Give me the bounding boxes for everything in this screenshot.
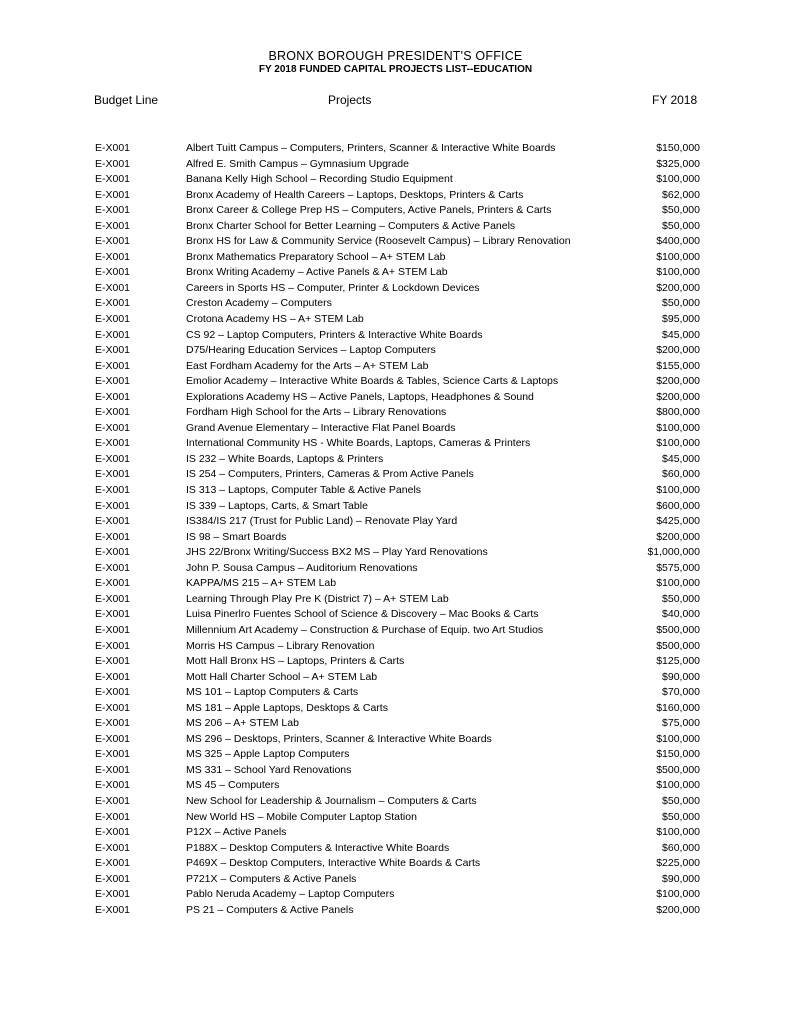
budget-line-cell: E-X001 xyxy=(95,888,131,901)
budget-line-cell: E-X001 xyxy=(95,826,131,839)
amount-cell: $100,000 xyxy=(656,732,700,745)
amount-cell: $575,000 xyxy=(656,561,700,574)
table-row xyxy=(0,421,791,437)
table-row xyxy=(0,343,791,359)
project-cell: KAPPA/MS 215 – A+ STEM Lab xyxy=(186,577,337,590)
amount-cell: $45,000 xyxy=(662,452,700,465)
table-row xyxy=(0,623,791,639)
projects-table xyxy=(0,141,791,918)
table-row xyxy=(0,514,791,530)
amount-cell: $500,000 xyxy=(656,623,700,636)
amount-cell: $200,000 xyxy=(656,344,700,357)
budget-line-cell: E-X001 xyxy=(95,437,131,450)
budget-line-cell: E-X001 xyxy=(95,794,131,807)
project-cell: Learning Through Play Pre K (District 7) – A+ STEM Lab xyxy=(186,592,449,605)
budget-line-cell: E-X001 xyxy=(95,406,131,419)
budget-line-cell: E-X001 xyxy=(95,157,131,170)
budget-line-cell: E-X001 xyxy=(95,235,131,248)
budget-line-cell: E-X001 xyxy=(95,732,131,745)
amount-cell: $150,000 xyxy=(656,748,700,761)
budget-line-cell: E-X001 xyxy=(95,763,131,776)
project-cell: MS 325 – Apple Laptop Computers xyxy=(186,748,350,761)
project-cell: Bronx Writing Academy – Active Panels & A+ STEM Lab xyxy=(186,266,448,279)
amount-cell: $160,000 xyxy=(656,701,700,714)
budget-line-cell: E-X001 xyxy=(95,530,131,543)
table-row xyxy=(0,467,791,483)
amount-cell: $100,000 xyxy=(656,779,700,792)
amount-cell: $100,000 xyxy=(656,421,700,434)
table-row xyxy=(0,810,791,826)
amount-cell: $200,000 xyxy=(656,390,700,403)
amount-cell: $200,000 xyxy=(656,375,700,388)
project-cell: Mott Hall Bronx HS – Laptops, Printers & Carts xyxy=(186,655,405,668)
budget-line-cell: E-X001 xyxy=(95,173,131,186)
project-cell: IS 313 – Laptops, Computer Table & Active Panels xyxy=(186,484,422,497)
amount-cell: $50,000 xyxy=(662,810,700,823)
amount-cell: $225,000 xyxy=(656,857,700,870)
budget-line-cell: E-X001 xyxy=(95,328,131,341)
amount-cell: $100,000 xyxy=(656,577,700,590)
table-row xyxy=(0,887,791,903)
project-cell: IS 232 – White Boards, Laptops & Printers xyxy=(186,452,384,465)
project-cell: MS 296 – Desktops, Printers, Scanner & Interactive White Boards xyxy=(186,732,492,745)
amount-cell: $45,000 xyxy=(662,328,700,341)
table-row xyxy=(0,685,791,701)
project-cell: D75/Hearing Education Services – Laptop Computers xyxy=(186,344,436,357)
table-row xyxy=(0,716,791,732)
table-row xyxy=(0,639,791,655)
amount-cell: $125,000 xyxy=(656,655,700,668)
amount-cell: $100,000 xyxy=(656,173,700,186)
table-row xyxy=(0,856,791,872)
budget-line-cell: E-X001 xyxy=(95,903,131,916)
project-cell: P721X – Computers & Active Panels xyxy=(186,872,357,885)
amount-cell: $150,000 xyxy=(656,142,700,154)
project-cell: P469X – Desktop Computers, Interactive White Boards & Carts xyxy=(186,857,481,870)
table-row xyxy=(0,654,791,670)
amount-cell: $200,000 xyxy=(656,903,700,916)
project-cell: New World HS – Mobile Computer Laptop Station xyxy=(186,810,417,823)
project-cell: Bronx Charter School for Better Learning – Computers & Active Panels xyxy=(186,219,516,232)
amount-cell: $100,000 xyxy=(656,266,700,279)
amount-cell: $800,000 xyxy=(656,406,700,419)
amount-cell: $100,000 xyxy=(656,250,700,263)
project-cell: MS 101 – Laptop Computers & Carts xyxy=(186,686,359,699)
amount-cell: $60,000 xyxy=(662,841,700,854)
amount-cell: $50,000 xyxy=(662,592,700,605)
budget-line-cell: E-X001 xyxy=(95,841,131,854)
amount-cell: $50,000 xyxy=(662,297,700,310)
table-row xyxy=(0,452,791,468)
table-row xyxy=(0,576,791,592)
project-cell: Bronx Career & College Prep HS – Computers, Active Panels, Printers & Carts xyxy=(186,204,552,217)
table-row xyxy=(0,747,791,763)
budget-line-cell: E-X001 xyxy=(95,577,131,590)
project-cell: Bronx HS for Law & Community Service (Roosevelt Campus) – Library Renovation xyxy=(186,235,571,248)
table-row xyxy=(0,436,791,452)
budget-line-cell: E-X001 xyxy=(95,592,131,605)
budget-line-cell: E-X001 xyxy=(95,390,131,403)
budget-line-cell: E-X001 xyxy=(95,142,131,154)
budget-line-cell: E-X001 xyxy=(95,297,131,310)
amount-cell: $100,000 xyxy=(656,484,700,497)
amount-cell: $200,000 xyxy=(656,530,700,543)
amount-cell: $95,000 xyxy=(662,313,700,326)
budget-line-cell: E-X001 xyxy=(95,717,131,730)
amount-cell: $155,000 xyxy=(656,359,700,372)
budget-line-cell: E-X001 xyxy=(95,686,131,699)
budget-line-cell: E-X001 xyxy=(95,623,131,636)
budget-line-cell: E-X001 xyxy=(95,281,131,294)
amount-cell: $600,000 xyxy=(656,499,700,512)
table-row xyxy=(0,592,791,608)
budget-line-cell: E-X001 xyxy=(95,452,131,465)
budget-line-cell: E-X001 xyxy=(95,421,131,434)
column-header-budget-line: Budget Line xyxy=(94,93,159,107)
amount-cell: $40,000 xyxy=(662,608,700,621)
budget-line-cell: E-X001 xyxy=(95,639,131,652)
budget-line-cell: E-X001 xyxy=(95,515,131,528)
project-cell: IS 254 – Computers, Printers, Cameras & Prom Active Panels xyxy=(186,468,474,481)
table-row xyxy=(0,296,791,312)
project-cell: Luisa Pinerlro Fuentes School of Science & Discovery – Mac Books & Carts xyxy=(186,608,539,621)
amount-cell: $100,000 xyxy=(656,888,700,901)
amount-cell: $90,000 xyxy=(662,872,700,885)
budget-line-cell: E-X001 xyxy=(95,499,131,512)
project-cell: P188X – Desktop Computers & Interactive White Boards xyxy=(186,841,450,854)
budget-line-cell: E-X001 xyxy=(95,546,131,559)
table-row xyxy=(0,312,791,328)
project-cell: Millennium Art Academy – Construction & Purchase of Equip. two Art Studios xyxy=(186,623,544,636)
table-row xyxy=(0,530,791,546)
amount-cell: $500,000 xyxy=(656,763,700,776)
table-row xyxy=(0,157,791,173)
budget-line-cell: E-X001 xyxy=(95,250,131,263)
table-row xyxy=(0,328,791,344)
project-cell: Bronx Academy of Health Careers – Laptops, Desktops, Printers & Carts xyxy=(186,188,524,201)
budget-line-cell: E-X001 xyxy=(95,375,131,388)
table-row xyxy=(0,841,791,857)
project-cell: MS 206 – A+ STEM Lab xyxy=(186,717,299,730)
table-row xyxy=(0,359,791,375)
project-cell: International Community HS - White Boards, Laptops, Cameras & Printers xyxy=(186,437,531,450)
amount-cell: $400,000 xyxy=(656,235,700,248)
amount-cell: $70,000 xyxy=(662,686,700,699)
project-cell: IS 339 – Laptops, Carts, & Smart Table xyxy=(186,499,368,512)
column-header-fy-2018: FY 2018 xyxy=(652,93,698,107)
table-row xyxy=(0,374,791,390)
table-row xyxy=(0,670,791,686)
amount-cell: $500,000 xyxy=(656,639,700,652)
table-row xyxy=(0,778,791,794)
amount-cell: $325,000 xyxy=(656,157,700,170)
project-cell: East Fordham Academy for the Arts – A+ STEM Lab xyxy=(186,359,429,372)
budget-line-cell: E-X001 xyxy=(95,266,131,279)
table-row xyxy=(0,219,791,235)
table-row xyxy=(0,141,791,157)
document-title: BRONX BOROUGH PRESIDENT'S OFFICE xyxy=(268,49,523,63)
budget-line-cell: E-X001 xyxy=(95,608,131,621)
table-row xyxy=(0,825,791,841)
budget-line-cell: E-X001 xyxy=(95,670,131,683)
budget-line-cell: E-X001 xyxy=(95,779,131,792)
table-row xyxy=(0,545,791,561)
table-row xyxy=(0,483,791,499)
document-subtitle: FY 2018 FUNDED CAPITAL PROJECTS LIST--EDUCATION xyxy=(258,64,533,75)
table-row xyxy=(0,872,791,888)
budget-line-cell: E-X001 xyxy=(95,219,131,232)
table-row xyxy=(0,903,791,919)
amount-cell: $1,000,000 xyxy=(647,546,700,559)
table-row xyxy=(0,561,791,577)
project-cell: Banana Kelly High School – Recording Studio Equipment xyxy=(186,173,453,186)
project-cell: P12X – Active Panels xyxy=(186,826,287,839)
project-cell: Fordham High School for the Arts – Library Renovations xyxy=(186,406,447,419)
budget-line-cell: E-X001 xyxy=(95,810,131,823)
table-row xyxy=(0,390,791,406)
project-cell: Alfred E. Smith Campus – Gymnasium Upgrade xyxy=(186,157,409,170)
amount-cell: $50,000 xyxy=(662,794,700,807)
project-cell: PS 21 – Computers & Active Panels xyxy=(186,903,354,916)
project-cell: Bronx Mathematics Preparatory School – A+ STEM Lab xyxy=(186,250,446,263)
table-row xyxy=(0,265,791,281)
budget-line-cell: E-X001 xyxy=(95,313,131,326)
budget-line-cell: E-X001 xyxy=(95,204,131,217)
budget-line-cell: E-X001 xyxy=(95,748,131,761)
amount-cell: $50,000 xyxy=(662,219,700,232)
table-row xyxy=(0,763,791,779)
project-cell: Explorations Academy HS – Active Panels, Laptops, Headphones & Sound xyxy=(186,390,534,403)
budget-line-cell: E-X001 xyxy=(95,484,131,497)
project-cell: IS 98 – Smart Boards xyxy=(186,530,287,543)
budget-line-cell: E-X001 xyxy=(95,468,131,481)
budget-line-cell: E-X001 xyxy=(95,344,131,357)
table-row xyxy=(0,732,791,748)
budget-line-cell: E-X001 xyxy=(95,561,131,574)
budget-line-cell: E-X001 xyxy=(95,701,131,714)
project-cell: Morris HS Campus – Library Renovation xyxy=(186,639,375,652)
amount-cell: $100,000 xyxy=(656,826,700,839)
amount-cell: $50,000 xyxy=(662,204,700,217)
project-cell: MS 181 – Apple Laptops, Desktops & Carts xyxy=(186,701,388,714)
table-row xyxy=(0,281,791,297)
table-row xyxy=(0,234,791,250)
table-row xyxy=(0,250,791,266)
project-cell: New School for Leadership & Journalism – Computers & Carts xyxy=(186,794,477,807)
table-row xyxy=(0,607,791,623)
budget-line-cell: E-X001 xyxy=(95,655,131,668)
project-cell: MS 331 – School Yard Renovations xyxy=(186,763,352,776)
table-row xyxy=(0,172,791,188)
project-cell: Crotona Academy HS – A+ STEM Lab xyxy=(186,313,364,326)
project-cell: Careers in Sports HS – Computer, Printer & Lockdown Devices xyxy=(186,281,480,294)
project-cell: JHS 22/Bronx Writing/Success BX2 MS – Play Yard Renovations xyxy=(186,546,488,559)
amount-cell: $60,000 xyxy=(662,468,700,481)
table-row xyxy=(0,405,791,421)
table-row xyxy=(0,499,791,515)
table-row xyxy=(0,188,791,204)
budget-line-cell: E-X001 xyxy=(95,872,131,885)
project-cell: IS384/IS 217 (Trust for Public Land) – Renovate Play Yard xyxy=(186,515,458,528)
table-row xyxy=(0,794,791,810)
amount-cell: $425,000 xyxy=(656,515,700,528)
amount-cell: $62,000 xyxy=(662,188,700,201)
amount-cell: $200,000 xyxy=(656,281,700,294)
project-cell: Creston Academy – Computers xyxy=(186,297,332,310)
budget-line-cell: E-X001 xyxy=(95,857,131,870)
project-cell: CS 92 – Laptop Computers, Printers & Interactive White Boards xyxy=(186,328,483,341)
project-cell: John P. Sousa Campus – Auditorium Renovations xyxy=(186,561,418,574)
column-header-projects: Projects xyxy=(328,93,372,107)
project-cell: Mott Hall Charter School – A+ STEM Lab xyxy=(186,670,378,683)
amount-cell: $100,000 xyxy=(656,437,700,450)
amount-cell: $90,000 xyxy=(662,670,700,683)
table-row xyxy=(0,701,791,717)
budget-line-cell: E-X001 xyxy=(95,188,131,201)
project-cell: Pablo Neruda Academy – Laptop Computers xyxy=(186,888,395,901)
budget-line-cell: E-X001 xyxy=(95,359,131,372)
project-cell: MS 45 – Computers xyxy=(186,779,280,792)
project-cell: Grand Avenue Elementary – Interactive Flat Panel Boards xyxy=(186,421,456,434)
project-cell: Emolior Academy – Interactive White Boards & Tables, Science Carts & Laptops xyxy=(186,375,559,388)
table-row xyxy=(0,203,791,219)
project-cell: Albert Tuitt Campus – Computers, Printers, Scanner & Interactive White Boards xyxy=(186,142,556,154)
amount-cell: $75,000 xyxy=(662,717,700,730)
